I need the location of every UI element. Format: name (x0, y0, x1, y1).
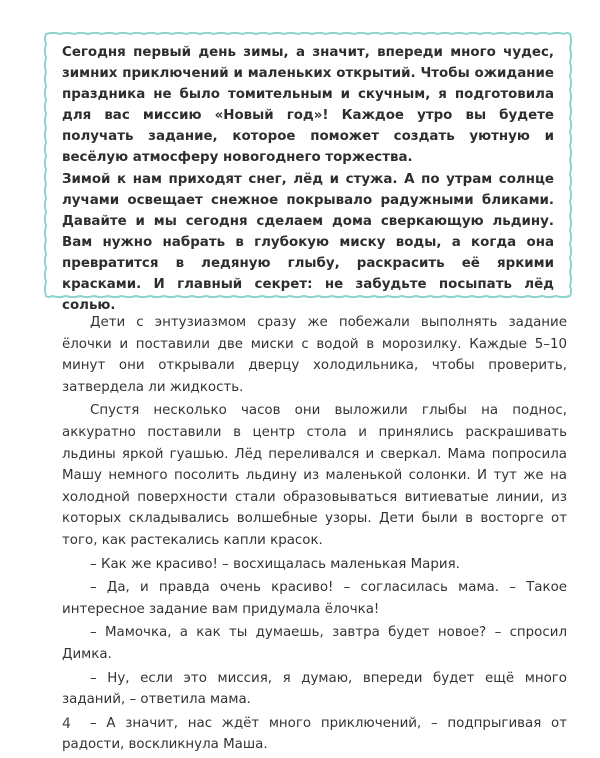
page-number: 4 (62, 716, 71, 732)
dialog-line-4: – Ну, если это миссия, я думаю, впереди будет ещё много заданий, – ответила мама. (62, 670, 567, 708)
letter-paragraph-2: Зимой к нам приходят снег, лёд и стужа. А по утрам солнце лучами освещает снежное покрывало радужными бликами. Давайте и мы сегодня сделаем дома сверкающую льдину. Вам нужно набрать в глубокую миску воды, а когда она превратится в ледяную глыбу, раскрасить её яркими красками. И главный секрет: не забудьте посыпать лёд солью. (62, 172, 554, 313)
story-paragraph-1: Дети с энтузиазмом сразу же побежали выполнять задание ёлочки и поставили две миски с водой в морозилку. Каждые 5–10 минут они открывали дверцу холодильника, чтобы проверить, затвердела ли жидкость. (62, 315, 567, 395)
story-text (62, 312, 567, 758)
story-paragraph-2: Спустя несколько часов они выложили глыбы на поднос, аккуратно поставили в центр стола и принялись раскрашивать льдины яркой гуашью. Лёд переливался и сверкал. Мама попросила Машу немного посолить льдину из маленькой солонки. И тут же на холодной поверхности стали образовываться витиеватые линии, из которых складывались волшебные узоры. Дети были в восторге от того, как растекались капли красок. (62, 403, 567, 548)
letter-paragraph-1: Сегодня первый день зимы, а значит, впереди много чудес, зимних приключений и маленьких открытий. Чтобы ожидание праздника не было томительным и скучным, я подготовила для вас миссию «Новый год»! Каждое утро вы будете получать задание, которое поможет создать уютную и весёлую атмосферу новогоднего торжества. (62, 45, 554, 165)
dialog-line-2: – Да, и правда очень красиво! – согласилась мама. – Такое интересное задание вам придумала ёлочка! (62, 580, 567, 617)
dialog-line-3: – Мамочка, а как ты думаешь, завтра будет новое? – спросил Димка. (62, 625, 567, 662)
dialog-line-5: – А значит, нас ждёт много приключений, – подпрыгивая от радости, воскликнула Маша. (62, 715, 567, 753)
letter-text (62, 42, 554, 317)
letter-box (42, 30, 574, 313)
dialog-line-1: – Как же красиво! – восхищалась маленькая Мария. (90, 556, 460, 572)
